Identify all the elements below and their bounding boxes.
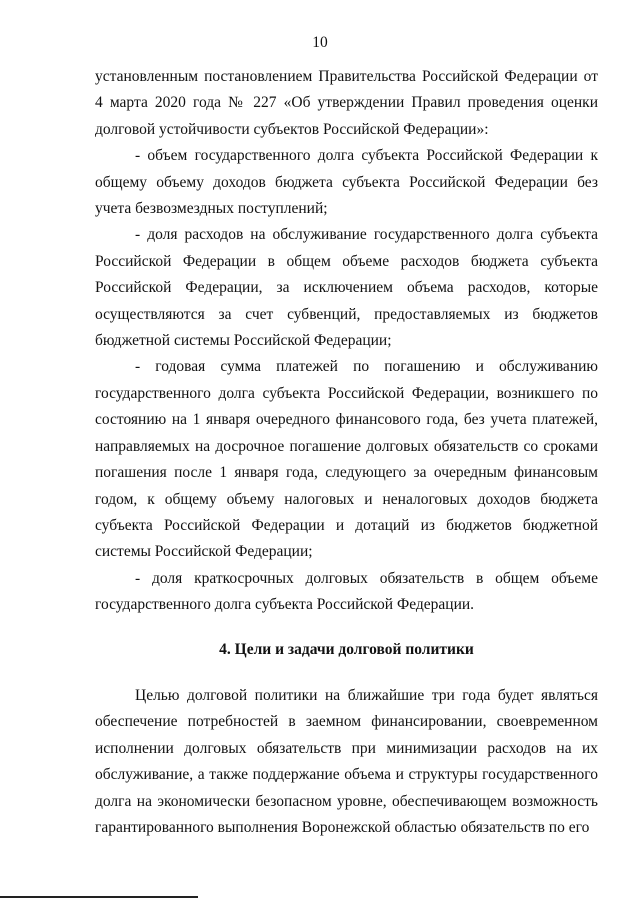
section-heading: 4. Цели и задачи долговой политики: [219, 640, 474, 658]
list-item-debt-service-share: - доля расходов на обслуживание государственного долга субъекта Российской Федерации в общем объеме расходов бюджета субъекта Российской Федерации, за исключением объема расходов, которые осуществляются за счет субвенций, предоставляемых из бюджетов бюджетной системы Российской Федерации;: [95, 226, 598, 350]
paragraph-regulation-reference: установленным постановлением Правительства Российской Федерации от 4 марта 2020 года № 227 «Об утверждении Правил проведения оценки долговой устойчивости субъектов Российской Федерации»:: [95, 68, 598, 138]
paragraph-debt-policy-goal: Целью долговой политики на ближайшие три года будет являться обеспечение потребностей в заемном финансировании, своевременном исполнении долговых обязательств при минимизации расходов на их обслуживание, а также поддержание объема и структуры государственного долга на экономически безопасном уровне, обеспечивающем возможность гарантированного выполнения Воронежской областью обязательств по его: [95, 686, 598, 836]
page-number: 10: [312, 34, 328, 51]
list-item-annual-payments: - годовая сумма платежей по погашению и обслуживанию государственного долга субъекта Российской Федерации, возникшего по состоянию на 1 января очередного финансового года, без учета платежей, направляемых на досрочное погашение долговых обязательств со сроками погашения после 1 января года, следующего за очередным финансовым годом, к общему объему налоговых и неналоговых доходов бюджета субъекта Российской Федерации и дотаций из бюджетов бюджетной системы Российской Федерации;: [95, 358, 598, 561]
list-item-debt-to-revenue: - объем государственного долга субъекта Российской Федерации к общему объему доходов бюджета субъекта Российской Федерации без учета безвозмездных поступлений;: [95, 147, 598, 218]
document-body: [95, 64, 598, 841]
list-item-short-term-share: - доля краткосрочных долговых обязательств в общем объеме государственного долга субъекта Российской Федерации.: [95, 569, 598, 614]
bottom-divider: [0, 896, 198, 898]
